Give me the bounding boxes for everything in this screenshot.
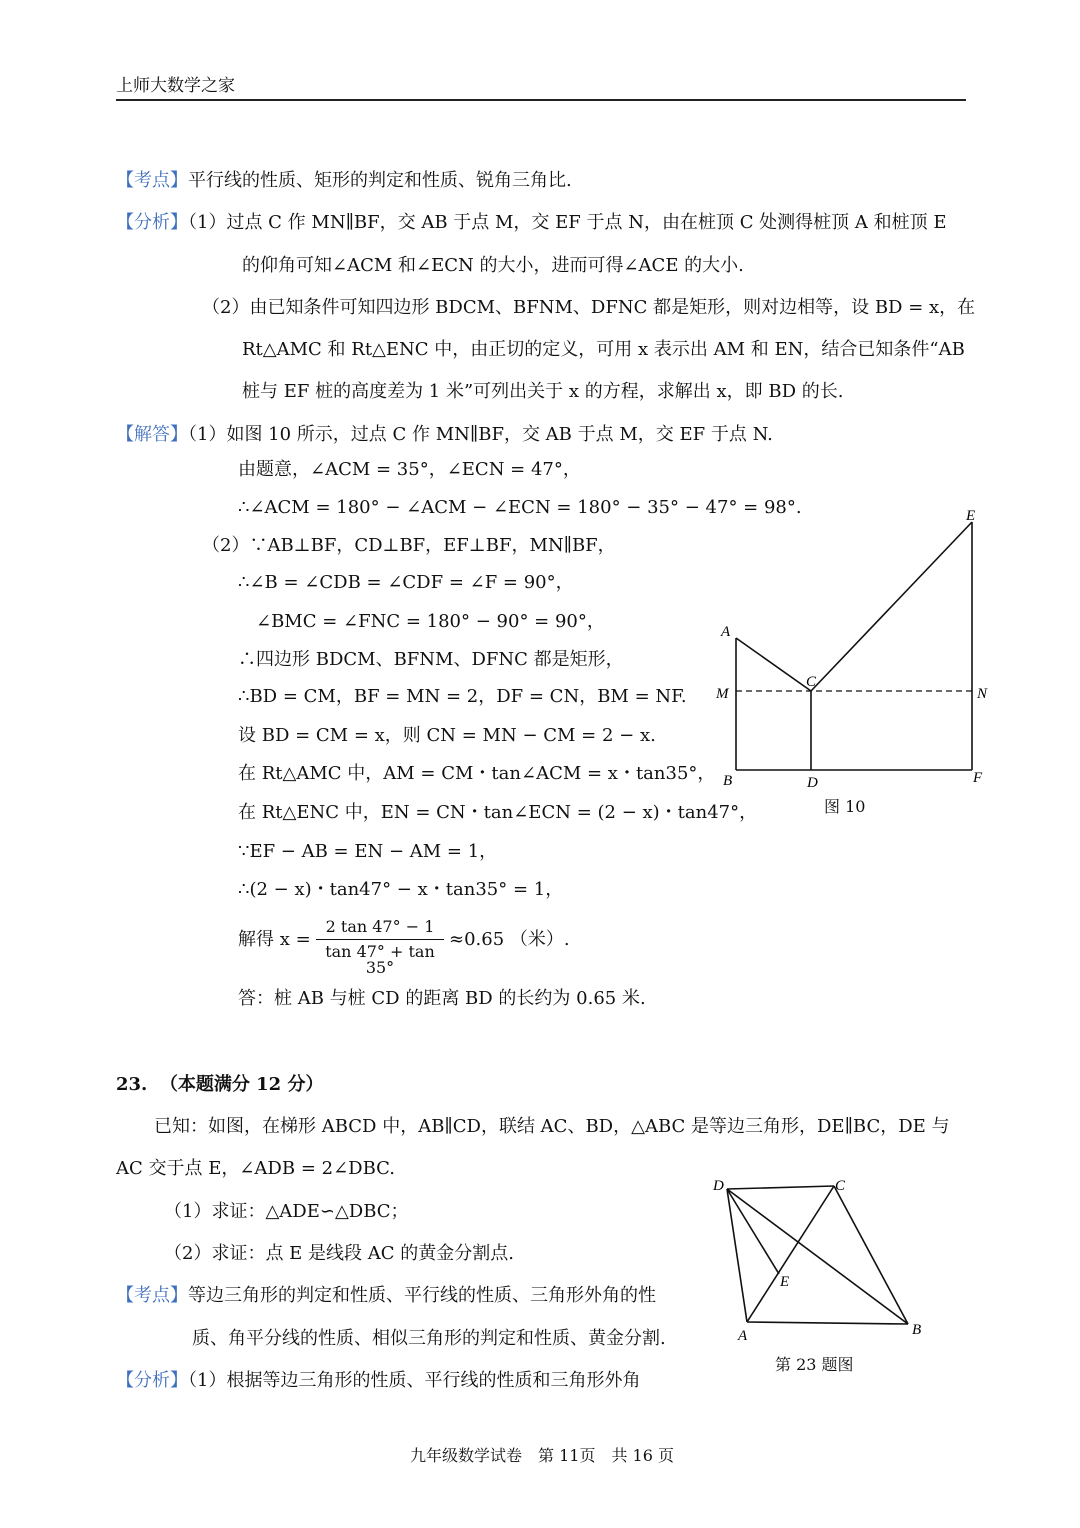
q23-kaodian-line2: 质、角平分线的性质、相似三角形的判定和性质、黄金分割. — [192, 1328, 666, 1349]
q23-kaodian-tag: 【考点】 — [116, 1285, 188, 1306]
figure-23 — [700, 1170, 940, 1360]
label-A: A — [721, 624, 731, 640]
label-D: D — [807, 775, 818, 791]
label-F: F — [973, 770, 983, 786]
fraction-bar — [316, 939, 444, 940]
q23-part1: （1）求证：△ADE∽△DBC； — [164, 1201, 409, 1222]
q22-kaodian-tag: 【考点】 — [116, 170, 188, 191]
q22-answer: 答：桩 AB 与桩 CD 的距离 BD 的长约为 0.65 米. — [238, 988, 646, 1009]
q22-solve-prefix: 解得 x = — [238, 929, 311, 950]
q23-fenxi-tag: 【分析】 — [116, 1370, 188, 1391]
q22-solve-numerator: 2 tan 47° − 1 — [325, 917, 435, 936]
q22-fenxi-1-text: （1）过点 C 作 MN∥BF，交 AB 于点 M，交 EF 于点 N，由在桩顶 C 处测得桩顶 A 和桩顶 E — [188, 212, 947, 233]
segment-DB — [727, 1189, 908, 1324]
segment-BA — [747, 1322, 908, 1324]
figure-10-caption: 图 10 — [824, 797, 866, 816]
q22-solve-suffix: ≈0.65 （米）. — [449, 929, 570, 950]
q22-jieda-line-0 — [116, 426, 773, 444]
segment-DE — [727, 1189, 779, 1274]
label-C: C — [806, 674, 817, 690]
q22-kaodian-text: 平行线的性质、矩形的判定和性质、锐角三角比. — [188, 170, 572, 191]
q22-jieda-line-8: 设 BD = CM = x，则 CN = MN − CM = 2 − x. — [238, 725, 656, 746]
q22-jieda-line-1: 由题意，∠ACM = 35°，∠ECN = 47°， — [238, 459, 581, 480]
label-C: C — [835, 1178, 846, 1194]
q23-stem-line1: 已知：如图，在梯形 ABCD 中，AB∥CD，联结 AC、BD，△ABC 是等边三角形，DE∥BC，DE 与 — [154, 1116, 950, 1137]
label-N: N — [977, 686, 988, 702]
q22-jieda-line-12: ∴(2 − x)・tan47° − x・tan35° = 1， — [238, 879, 564, 900]
segment-AD — [727, 1189, 747, 1322]
segment-CE — [811, 522, 972, 691]
q22-jieda-line-2: ∴∠ACM = 180° − ∠ACM − ∠ECN = 180° − 35° − 47° = 98°. — [238, 497, 802, 518]
q22-jieda-line-4: ∴∠B = ∠CDB = ∠CDF = ∠F = 90°， — [238, 572, 574, 593]
q23-stem-line2: AC 交于点 E，∠ADB = 2∠DBC. — [116, 1158, 395, 1179]
segment-DC — [727, 1186, 834, 1189]
q22-jieda-tag: 【解答】 — [116, 424, 188, 445]
segment-AC — [736, 638, 811, 691]
q23-heading-text: （本题满分 12 分） — [159, 1074, 324, 1095]
q23-number: 23. — [116, 1074, 148, 1095]
q23-kaodian-line1 — [116, 1287, 656, 1305]
q23-kaodian-text-1: 等边三角形的判定和性质、平行线的性质、三角形外角的性 — [188, 1285, 656, 1306]
q22-solve-denominator: tan 47° + tan 35° — [325, 942, 435, 977]
q23-fenxi-line1 — [116, 1372, 640, 1390]
segment-AC — [747, 1186, 834, 1322]
q23-fenxi-text-1: （1）根据等边三角形的性质、平行线的性质和三角形外角 — [188, 1370, 641, 1391]
q23-part2: （2）求证：点 E 是线段 AC 的黄金分割点. — [164, 1243, 514, 1264]
q22-fenxi-2-line1: （2）由已知条件可知四边形 BDCM、BFNM、DFNC 都是矩形，则对边相等，设 BD = x，在 — [202, 297, 976, 318]
q22-solve-fraction — [316, 919, 444, 976]
segment-CB — [834, 1186, 908, 1324]
q22-kaodian — [116, 172, 572, 190]
figure-10 — [700, 500, 1000, 820]
q22-jieda-line-10: 在 Rt△ENC 中，EN = CN・tan∠ECN = (2 − x)・tan47°， — [238, 802, 758, 823]
q22-jieda-line-6: ∴四边形 BDCM、BFNM、DFNC 都是矩形， — [238, 649, 624, 670]
q22-jieda-line-11: ∵EF − AB = EN − AM = 1， — [238, 841, 498, 862]
page-footer: 九年级数学试卷 第 11页 共 16 页 — [410, 1446, 674, 1465]
figure-23-caption: 第 23 题图 — [775, 1355, 854, 1374]
q22-jieda-line-9: 在 Rt△AMC 中，AM = CM・tan∠ACM = x・tan35°， — [238, 763, 716, 784]
q22-jieda-line-3: （2）∵AB⊥BF，CD⊥BF，EF⊥BF，MN∥BF， — [202, 535, 616, 556]
q22-jieda-text-0: （1）如图 10 所示，过点 C 作 MN∥BF，交 AB 于点 M，交 EF 于点 N. — [188, 424, 773, 445]
label-B: B — [723, 773, 733, 789]
label-A: A — [738, 1328, 748, 1344]
q22-jieda-line-5: ∠BMC = ∠FNC = 180° − 90° = 90°， — [256, 611, 605, 632]
label-D: D — [713, 1178, 724, 1194]
label-E: E — [780, 1274, 790, 1290]
q22-jieda-line-7: ∴BD = CM，BF = MN = 2，DF = CN，BM = NF. — [238, 686, 687, 707]
q22-fenxi-1-line1 — [116, 214, 947, 232]
q22-fenxi-2-line3: 桩与 EF 桩的高度差为 1 米”可列出关于 x 的方程，求解出 x，即 BD 的长. — [242, 381, 844, 402]
q22-fenxi-tag: 【分析】 — [116, 212, 188, 233]
q22-fenxi-2-line2: Rt△AMC 和 Rt△ENC 中，由正切的定义，可用 x 表示出 AM 和 EN，结合已知条件“AB — [242, 339, 965, 360]
q23-heading — [116, 1076, 323, 1094]
header-rule — [116, 99, 966, 101]
q22-fenxi-1-line2: 的仰角可知∠ACM 和∠ECN 的大小，进而可得∠ACE 的大小. — [242, 255, 744, 276]
label-E: E — [966, 508, 976, 524]
page-header-title: 上师大数学之家 — [116, 76, 235, 96]
label-M: M — [716, 686, 729, 702]
label-B: B — [912, 1322, 922, 1338]
